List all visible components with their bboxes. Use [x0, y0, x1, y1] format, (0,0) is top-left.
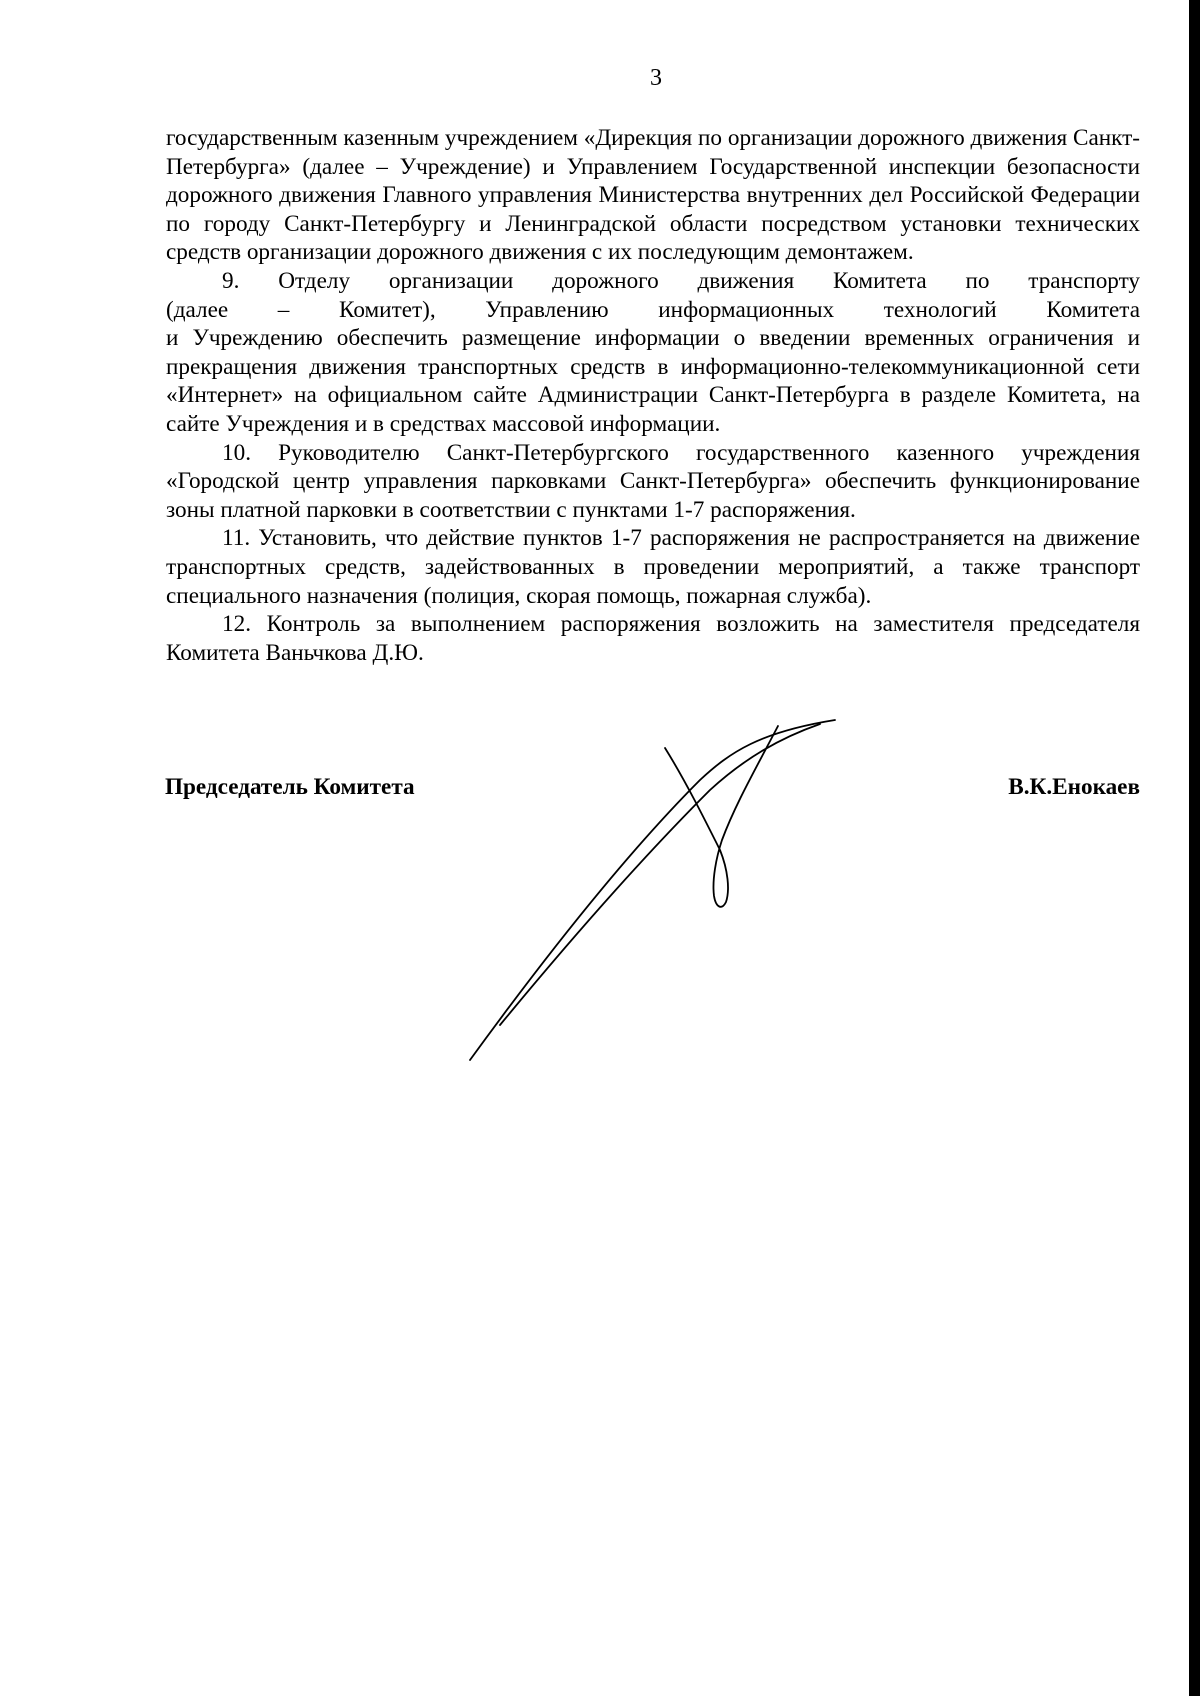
- paragraph-9: [166, 267, 1140, 296]
- handwritten-signature-icon: [460, 710, 850, 1070]
- paragraph-9-line-2: (далее – Комитет), Управлению информационных технологий Комитета: [166, 296, 1140, 323]
- paragraph-9-rest: и Учреждению обеспечить размещение информации о введении временных ограничения и прекращения движения транспортных средств в информационно-телекоммуникационной сети «Интернет» на официальном сайте Администрации Санкт-Петербурга в разделе Комитета, на сайте Учреждения и в средствах массовой информации.: [166, 325, 1140, 437]
- signatory-name: В.К.Енокаев: [1008, 774, 1140, 800]
- document-body: [166, 124, 1140, 667]
- signatory-title: Председатель Комитета: [165, 774, 415, 800]
- paragraph-continuation: государственным казенным учреждением «Дирекция по организации дорожного движения Санкт-Петербурга» (далее – Учреждение) и Управлением Государственной инспекции безопасности дорожного движения Главного управления Министерства внутренних дел Российской Федерации по городу Санкт-Петербургу и Ленинградской области посредством установки технических средств организации дорожного движения с их последующим демонтажем.: [166, 125, 1140, 266]
- paragraph-11: 11. Установить, что действие пунктов 1-7 распоряжения не распространяется на движение транспортных средств, задействованных в проведении мероприятий, а также транспорт специального назначения (полиция, скорая помощь, пожарная служба).: [166, 525, 1140, 609]
- paragraph-12: 12. Контроль за выполнением распоряжения возложить на заместителя председателя Комитета Ваньчкова Д.Ю.: [166, 611, 1140, 666]
- paragraph-9-line-1: 9. Отделу организации дорожного движения Комитета по транспорту: [222, 267, 1140, 294]
- page-number: 3: [650, 65, 662, 91]
- paragraph-10: 10. Руководителю Санкт-Петербургского государственного казенного учреждения «Городской центр управления парковками Санкт-Петербурга» обеспечить функционирование зоны платной парковки в соответствии с пунктами 1-7 распоряжения.: [166, 439, 1140, 523]
- scan-edge: [1189, 0, 1200, 1696]
- paragraph-9-cont: [166, 296, 1140, 439]
